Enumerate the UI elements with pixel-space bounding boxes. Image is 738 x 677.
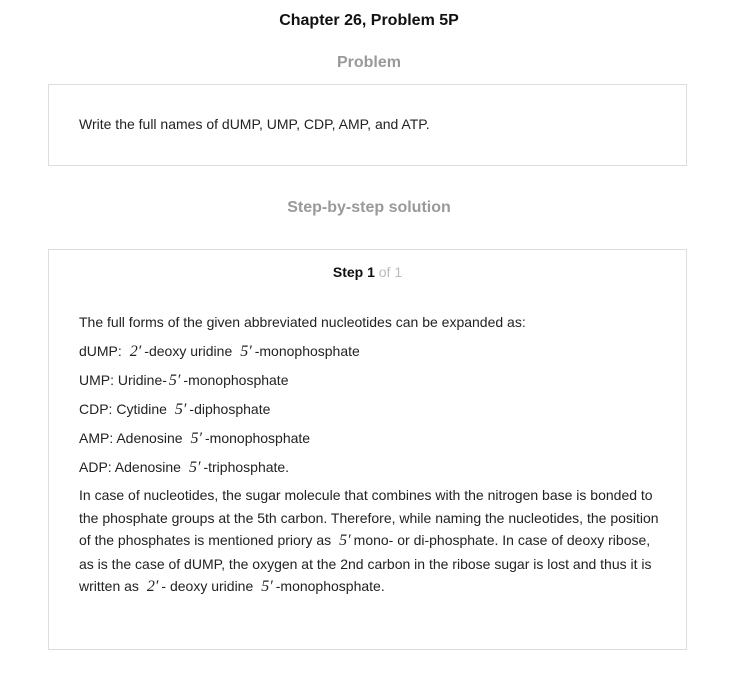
- prime-5-symbol: 5′: [188, 459, 201, 476]
- dump-suffix: -monophosphate: [254, 343, 360, 359]
- dump-prefix: dUMP:: [79, 343, 122, 359]
- paragraph-part-3: - deoxy uridine: [161, 578, 254, 594]
- solution-intro: The full forms of the given abbreviated nucleotides can be expanded as:: [79, 314, 526, 330]
- amp-line: [79, 428, 659, 457]
- ump-suffix: -monophosphate: [183, 372, 289, 388]
- dump-mid: -deoxy uridine: [144, 343, 233, 359]
- page-title: Chapter 26, Problem 5P: [279, 12, 459, 29]
- dump-line: [79, 341, 659, 370]
- paragraph-part-1: In case of nucleotides, the sugar molecule that combines with the nitrogen base is bonded to the phosphate groups at the 5th carbon. Therefore, while naming the nucleotides, the position of the phosphates is mentioned priory as: [79, 487, 659, 548]
- solution-content: [79, 312, 659, 599]
- problem-text: Write the full names of dUMP, UMP, CDP, AMP, and ATP.: [79, 116, 430, 132]
- step-count: of 1: [378, 264, 403, 280]
- prime-5-symbol: 5′: [339, 532, 351, 549]
- paragraph-part-2: mono- or di-phosphate. In case of deoxy ribose, as is the case of dUMP, the oxygen at the 2nd carbon in the ribose sugar is lost and thus it is written as: [79, 532, 652, 594]
- amp-suffix: -monophosphate: [205, 430, 311, 446]
- explanation-paragraph: [79, 484, 659, 599]
- cdp-suffix: -diphosphate: [189, 401, 271, 417]
- ump-line: [79, 370, 659, 399]
- cdp-line: [79, 399, 659, 428]
- adp-suffix: -triphosphate.: [203, 459, 290, 475]
- cdp-prefix: CDP: Cytidine: [79, 401, 167, 417]
- prime-5-symbol: 5′: [190, 430, 203, 447]
- adp-prefix: ADP: Adenosine: [79, 459, 181, 475]
- prime-2-symbol: 2′: [129, 343, 142, 360]
- solution-heading: Step-by-step solution: [287, 199, 451, 216]
- step-number: Step 1: [332, 264, 375, 280]
- prime-5-symbol: 5′: [261, 578, 273, 595]
- step-label: [49, 264, 686, 280]
- problem-box: [48, 84, 687, 166]
- solution-box: [48, 249, 687, 650]
- adp-line: [79, 457, 659, 486]
- amp-prefix: AMP: Adenosine: [79, 430, 183, 446]
- prime-5-symbol: 5′: [174, 401, 187, 418]
- paragraph-part-4: -monophosphate.: [275, 578, 385, 594]
- prime-5-symbol: 5′: [240, 343, 252, 360]
- problem-heading: Problem: [336, 54, 401, 71]
- ump-prefix: UMP: Uridine-: [79, 372, 167, 388]
- prime-2-symbol: 2′: [146, 578, 159, 595]
- prime-5-symbol: 5′: [168, 372, 181, 389]
